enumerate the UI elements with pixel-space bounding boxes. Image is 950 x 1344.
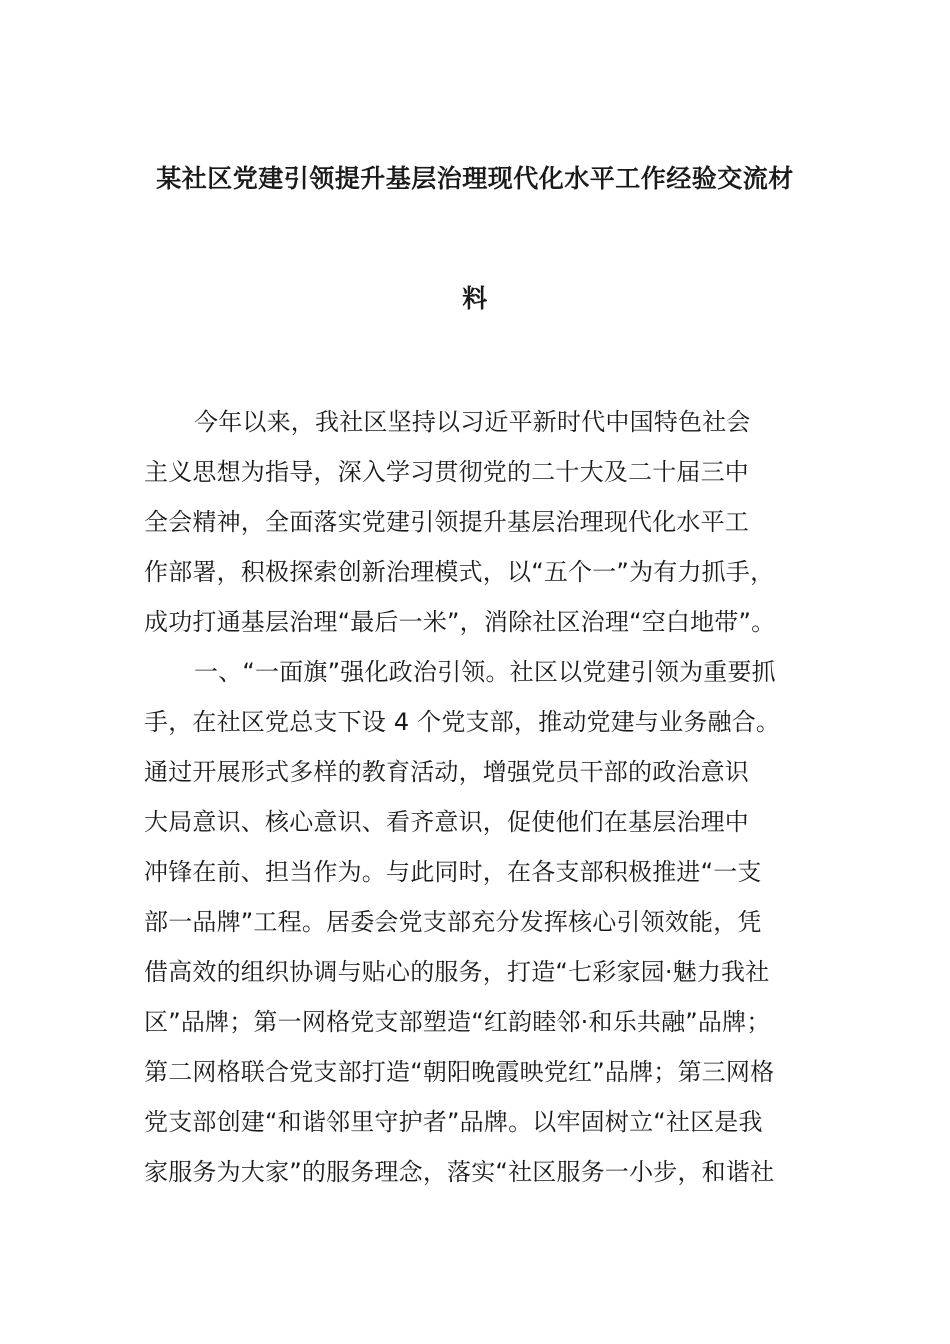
paragraph-2-line-1: 一、“一面旗”强化政治引领。社区以党建引领为重要抓 — [194, 658, 776, 686]
paragraph-2-line-9: 第二网格联合党支部打造“朝阳晚霞映党红”品牌；第三网格 — [144, 1058, 775, 1086]
paragraph-2-line-11: 家服务为大家”的服务理念，落实“社区服务一小步，和谐社 — [144, 1158, 775, 1186]
paragraph-1-line-2: 主义思想为指导，深入学习贯彻党的二十大及二十届三中 — [144, 458, 749, 486]
paragraph-2-line-10: 党支部创建“和谐邻里守护者”品牌。以牢固树立“社区是我 — [144, 1108, 763, 1136]
paragraph-2-line-3: 通过开展形式多样的教育活动，增强党员干部的政治意识 — [144, 758, 749, 786]
paragraph-2-line-8: 区”品牌；第一网格党支部塑造“红韵睦邻·和乐共融”品牌； — [144, 1008, 771, 1036]
paragraph-2-line-4: 大局意识、核心意识、看齐意识，促使他们在基层治理中 — [144, 808, 749, 836]
paragraph-1-line-3: 全会精神，全面落实党建引领提升基层治理现代化水平工 — [144, 508, 749, 536]
document-title-line-1: 某社区党建引领提升基层治理现代化水平工作经验交流材 — [156, 164, 794, 193]
paragraph-1-line-5: 成功打通基层治理“最后一米”，消除社区治理“空白地带”。 — [144, 608, 776, 636]
paragraph-1-line-1: 今年以来，我社区坚持以习近平新时代中国特色社会 — [194, 408, 751, 436]
paragraph-2-line-2: 手，在社区党总支下设 4 个党支部，推动党建与业务融合。 — [144, 708, 781, 736]
paragraph-1-line-4: 作部署，积极探索创新治理模式，以“五个一”为有力抓手， — [144, 558, 775, 586]
paragraph-2-line-6: 部一品牌”工程。居委会党支部充分发挥核心引领效能，凭 — [144, 908, 762, 936]
paragraph-2-line-7: 借高效的组织协调与贴心的服务，打造“七彩家园·魅力我社 — [144, 958, 770, 986]
document-title-line-2: 料 — [462, 284, 488, 313]
paragraph-2-line-5: 冲锋在前、担当作为。与此同时，在各支部积极推进“一支 — [144, 858, 762, 886]
